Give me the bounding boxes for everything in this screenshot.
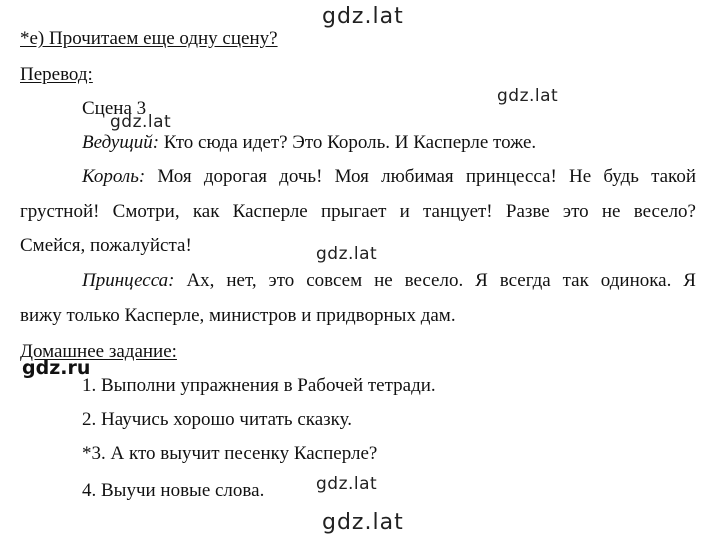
watermark-left: gdz.lat [110, 112, 172, 132]
dialogue-line-host [82, 131, 536, 155]
homework-item: 4. Выучи новые слова. [82, 480, 265, 501]
homework-item: 1. Выполни упражнения в Рабочей тетради. [82, 375, 436, 396]
dialogue-text: Моя дорогая дочь! Моя любимая принцесса! Не будь такой [145, 166, 696, 187]
exercise-heading: *е) Прочитаем еще одну сцену? [20, 28, 278, 49]
homework-item: 2. Научись хорошо читать сказку. [82, 409, 352, 430]
dialogue-line-princess [82, 269, 696, 293]
dialogue-continuation: Смейся, пожалуйста! [20, 235, 192, 256]
dialogue-continuation: вижу только Касперле, министров и придворных дам. [20, 305, 456, 326]
speaker-princess: Принцесса: [82, 270, 175, 291]
speaker-host: Ведущий: [82, 132, 160, 153]
watermark-ru: gdz.ru [22, 357, 91, 379]
translation-label: Перевод: [20, 64, 93, 85]
scene-title: Сцена 3 [82, 98, 147, 119]
homework-item: *3. А кто выучит песенку Касперле? [82, 443, 378, 464]
watermark-top: gdz.lat [322, 4, 404, 29]
watermark-right: gdz.lat [497, 86, 559, 106]
speaker-king: Король: [82, 166, 146, 187]
dialogue-continuation: грустной! Смотри, как Касперле прыгает и танцует! Разве это не весело? [20, 201, 696, 222]
dialogue-text: Кто сюда идет? Это Король. И Касперле тоже. [159, 132, 537, 153]
dialogue-line-king [82, 165, 696, 189]
dialogue-text: Ах, нет, это совсем не весело. Я всегда так одинока. Я [174, 270, 696, 291]
watermark-middle: gdz.lat [316, 244, 378, 264]
watermark-bottom: gdz.lat [322, 510, 404, 535]
watermark-lower: gdz.lat [316, 474, 378, 494]
homework-label: Домашнее задание: [20, 341, 177, 362]
